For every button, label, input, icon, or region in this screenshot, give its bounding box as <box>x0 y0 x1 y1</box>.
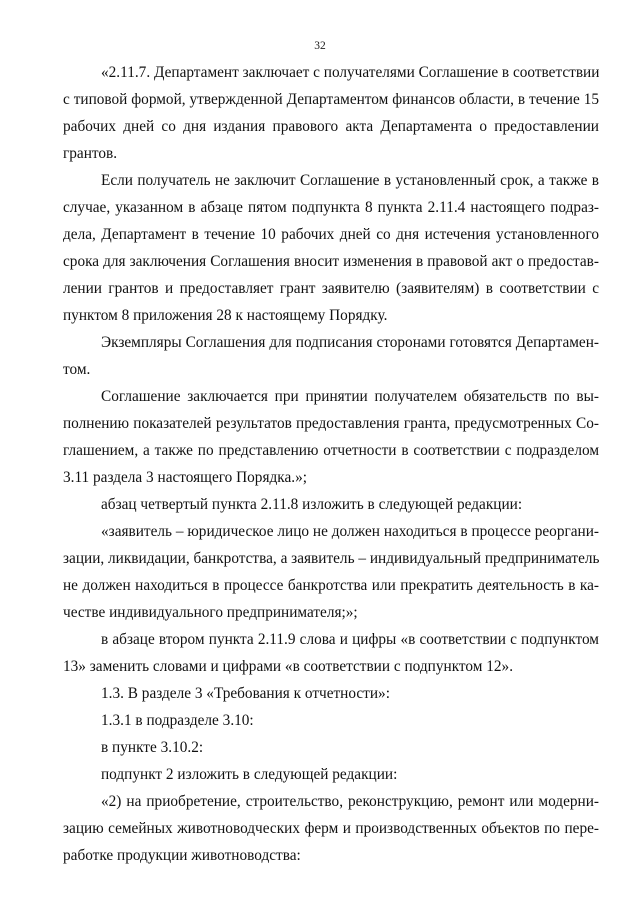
text-line: том. <box>63 361 91 379</box>
text-line: рабочих дней со дня издания правового акта Департамента о предоставлении <box>63 118 599 136</box>
text-line: случае, указанном в абзаце пятом подпункта 8 пункта 2.11.4 настоящего подраз- <box>63 199 599 217</box>
text-line: зации, ликвидации, банкротства, а заявитель – индивидуальный предприниматель <box>63 550 599 568</box>
text-line: 1.3. В разделе 3 «Требования к отчетности»: <box>101 685 390 703</box>
text-line: пунктом 8 приложения 28 к настоящему Порядку. <box>63 307 388 325</box>
document-body <box>63 59 599 869</box>
text-line: «2) на приобретение, строительство, реконструкцию, ремонт или модерни- <box>101 793 599 811</box>
text-line: с типовой формой, утвержденной Департаментом финансов области, в течение 15 <box>63 91 599 109</box>
text-line: «2.11.7. Департамент заключает с получателями Соглашение в соответствии <box>101 64 599 81</box>
text-line: подпункт 2 изложить в следующей редакции: <box>101 766 398 784</box>
text-line: лении грантов и предоставляет грант заявителю (заявителям) в соответствии с <box>63 280 599 298</box>
text-line: Соглашение заключается при принятии получателем обязательств по вы- <box>101 388 599 406</box>
text-line: дела, Департамент в течение 10 рабочих дней со дня истечения установленного <box>63 226 599 244</box>
text-line: глашением, а также по представлению отчетности в соответствии с подразделом <box>63 442 599 460</box>
text-line: Если получатель не заключит Соглашение в установленный срок, а также в <box>101 172 599 190</box>
text-line: абзац четвертый пункта 2.11.8 изложить в следующей редакции: <box>101 496 523 514</box>
text-line: честве индивидуального предпринимателя;»; <box>63 604 358 622</box>
text-line: не должен находиться в процессе банкротства или прекратить деятельность в ка- <box>63 577 599 595</box>
text-line: Экземпляры Соглашения для подписания сторонами готовятся Департамен- <box>101 334 599 352</box>
text-line: 13» заменить словами и цифрами «в соответствии с подпунктом 12». <box>63 658 514 676</box>
text-line: работке продукции животноводства: <box>63 847 301 865</box>
text-line: 1.3.1 в подразделе 3.10: <box>101 712 254 730</box>
text-line: срока для заключения Соглашения вносит изменения в правовой акт о предостав- <box>63 253 599 271</box>
text-line: в абзаце втором пункта 2.11.9 слова и цифры «в соответствии с подпунктом <box>101 631 599 649</box>
text-line: 3.11 раздела 3 настоящего Порядка.»; <box>63 469 307 487</box>
text-line: в пункте 3.10.2: <box>101 739 204 757</box>
text-line: зацию семейных животноводческих ферм и производственных объектов по пере- <box>63 820 599 838</box>
text-line: «заявитель – юридическое лицо не должен находиться в процессе реоргани- <box>101 523 599 541</box>
text-line: полнению показателей результатов предоставления гранта, предусмотренных Со- <box>63 415 599 433</box>
text-line: грантов. <box>63 145 118 163</box>
page-number: 32 <box>314 40 326 52</box>
